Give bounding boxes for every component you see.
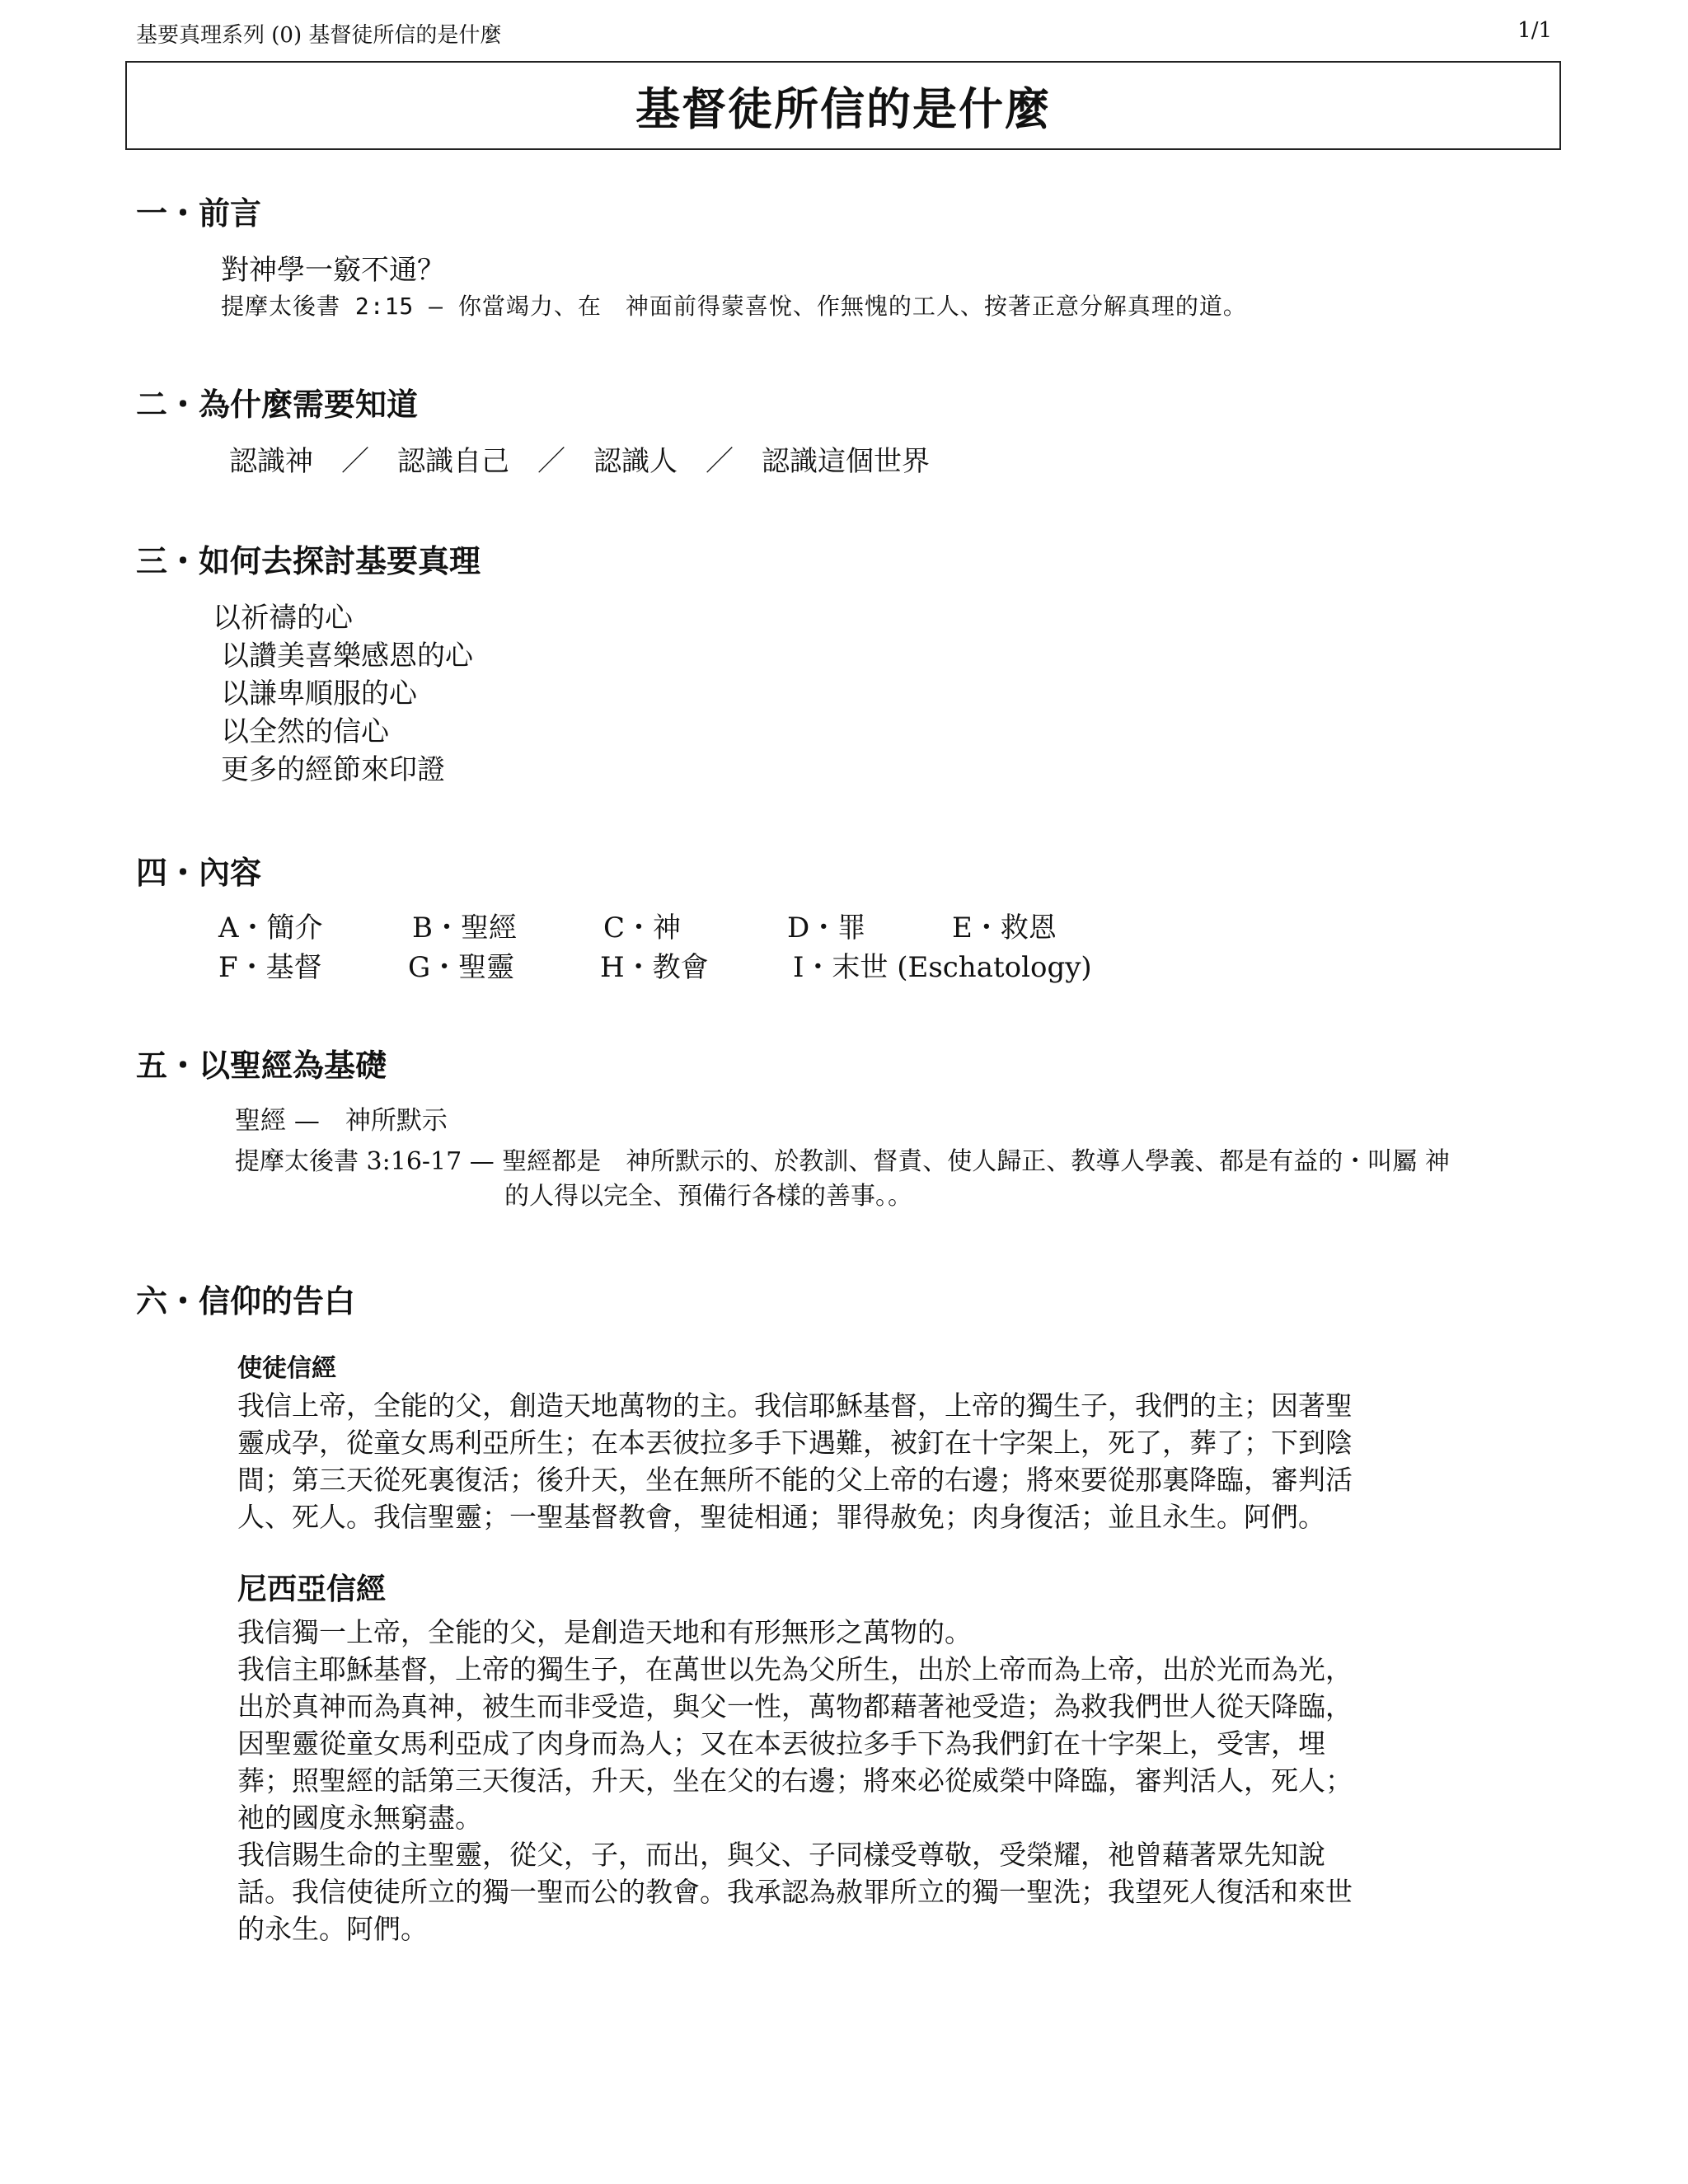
section-heading-confession: 六・信仰的告白 [136, 1283, 356, 1319]
how-item: 以全然的信心 [221, 715, 389, 748]
bible-verse-line2: 的人得以完全、預備行各樣的善事。。 [504, 1182, 912, 1211]
apostles-creed-line: 人、死人。我信聖靈；一聖基督教會，聖徒相通；罪得赦免；肉身復活；並且永生。阿們。 [237, 1501, 1325, 1533]
contents-item: F・基督 [218, 951, 322, 984]
contents-item: D・罪 [787, 912, 866, 944]
contents-item: E・救恩 [952, 912, 1057, 944]
bible-verse-line1: 提摩太後書 3:16-17 — 聖經都是 神所默示的、於教訓、督責、使人歸正、教導人學義、都是有益的・叫屬 神 [235, 1147, 1450, 1176]
contents-item: A・簡介 [218, 912, 323, 944]
how-item: 以謙卑順服的心 [221, 677, 417, 710]
apostles-creed-line: 我信上帝，全能的父，創造天地萬物的主。我信耶穌基督，上帝的獨生子，我們的主；因著聖 [237, 1390, 1353, 1422]
contents-item: H・教會 [600, 951, 709, 984]
nicene-creed-line: 我信主耶穌基督，上帝的獨生子，在萬世以先為父所生，出於上帝而為上帝，出於光而為光， [237, 1653, 1353, 1685]
section-heading-bible: 五・以聖經為基礎 [136, 1047, 387, 1084]
how-item: 以讚美喜樂感恩的心 [221, 640, 473, 673]
how-item: 更多的經節來印證 [221, 753, 445, 786]
page-header-title: 基要真理系列 (0) 基督徒所信的是什麼 [136, 23, 502, 48]
intro-question: 對神學一竅不通？ [221, 254, 445, 287]
page-number: 1/1 [1517, 18, 1552, 43]
contents-item: B・聖經 [412, 912, 517, 944]
apostles-creed-title: 使徒信經 [237, 1354, 336, 1383]
nicene-creed-line: 祂的國度永無窮盡。 [237, 1802, 482, 1834]
nicene-creed-line: 因聖靈從童女馬利亞成了肉身而為人；又在本丟彼拉多手下為我們釘在十字架上，受害，埋 [237, 1727, 1325, 1760]
nicene-creed-line: 出於真神而為真神，被生而非受造，與父一性，萬物都藉著祂受造；為救我們世人從天降臨， [237, 1690, 1353, 1722]
nicene-creed-line: 我信獨一上帝，全能的父，是創造天地和有形無形之萬物的。 [237, 1616, 972, 1648]
apostles-creed-line: 間；第三天從死裏復活；後升天，坐在無所不能的父上帝的右邊；將來要從那裏降臨，審判活 [237, 1464, 1353, 1496]
nicene-creed-line: 的永生。阿們。 [237, 1913, 428, 1945]
title-box [125, 61, 1561, 150]
section-heading-contents: 四・內容 [136, 855, 262, 891]
section-heading-how: 三・如何去探討基要真理 [136, 543, 481, 579]
nicene-creed-title: 尼西亞信經 [237, 1572, 387, 1606]
bible-subtitle: 聖經 — 神所默示 [235, 1106, 448, 1136]
why-list: 認識神 ／ 認識自己 ／ 認識人 ／ 認識這個世界 [229, 445, 930, 478]
nicene-creed-line: 我信賜生命的主聖靈，從父，子，而出，與父、子同樣受尊敬，受榮耀，祂曾藉著眾先知說 [237, 1839, 1325, 1871]
how-item: 以祈禱的心 [213, 602, 353, 635]
contents-item: G・聖靈 [408, 951, 515, 984]
section-heading-why: 二・為什麼需要知道 [136, 387, 419, 423]
contents-item: I・末世 (Eschatology) [793, 951, 1092, 984]
contents-item: C・神 [603, 912, 682, 944]
intro-verse: 提摩太後書 2:15 — 你當竭力、在 神面前得蒙喜悅、作無愧的工人、按著正意分解真理的道。 [221, 293, 1247, 320]
section-heading-intro: 一・前言 [136, 195, 262, 232]
document-title: 基督徒所信的是什麼 [635, 82, 1051, 135]
nicene-creed-line: 葬；照聖經的話第三天復活，升天，坐在父的右邊；將來必從威榮中降臨，審判活人，死人； [237, 1765, 1353, 1797]
apostles-creed-line: 靈成孕，從童女馬利亞所生；在本丟彼拉多手下遇難，被釘在十字架上，死了，葬了；下到陰 [237, 1427, 1353, 1459]
nicene-creed-line: 話。我信使徒所立的獨一聖而公的教會。我承認為赦罪所立的獨一聖洗；我望死人復活和來世 [237, 1876, 1353, 1908]
